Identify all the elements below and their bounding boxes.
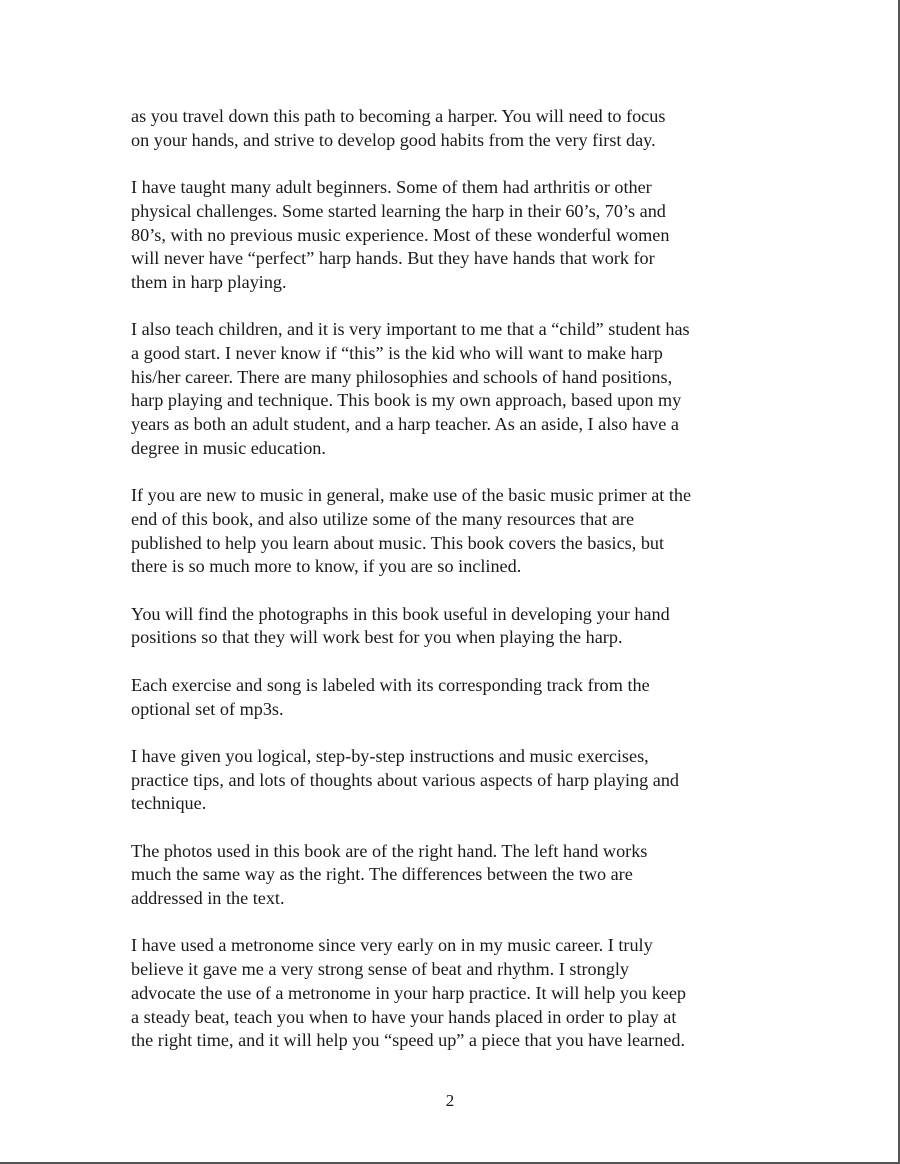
paragraph-8 xyxy=(131,840,776,911)
paragraph-9 xyxy=(131,934,776,1053)
paragraph-2 xyxy=(131,176,776,295)
text-line: addressed in the text. xyxy=(131,888,285,909)
text-line: published to help you learn about music. This book covers the basics, but xyxy=(131,532,665,553)
text-line: on your hands, and strive to develop good habits from the very first day. xyxy=(131,129,656,150)
text-line: much the same way as the right. The differences between the two are xyxy=(131,864,633,885)
text-line: positions so that they will work best for you when playing the harp. xyxy=(131,627,623,648)
text-line: technique. xyxy=(131,793,207,814)
text-line: the right time, and it will help you “speed up” a piece that you have learned. xyxy=(131,1030,686,1051)
text-line: physical challenges. Some started learning the harp in their 60’s, 70’s and xyxy=(131,200,666,221)
text-line: them in harp playing. xyxy=(131,271,287,292)
text-line: a good start. I never know if “this” is the kid who will want to make harp xyxy=(131,343,663,363)
paragraph-3 xyxy=(131,318,776,460)
paragraph-7 xyxy=(131,745,776,816)
text-line: a steady beat, teach you when to have your hands placed in order to play at xyxy=(131,1006,677,1027)
text-line: Each exercise and song is labeled with its corresponding track from the xyxy=(131,674,650,695)
text-line: there is so much more to know, if you are so inclined. xyxy=(131,556,522,577)
text-line: end of this book, and also utilize some of the many resources that are xyxy=(131,508,635,529)
text-line: 80’s, with no previous music experience. Most of these wonderful women xyxy=(131,224,670,245)
text-line: degree in music education. xyxy=(131,437,326,458)
text-line: The photos used in this book are of the right hand. The left hand works xyxy=(131,840,648,861)
text-line: will never have “perfect” harp hands. But they have hands that work for xyxy=(131,248,655,269)
text-line: as you travel down this path to becoming a harper. You will need to focus xyxy=(131,106,666,126)
paragraph-6 xyxy=(131,674,776,721)
text-line: I have used a metronome since very early on in my music career. I truly xyxy=(131,935,653,956)
text-line: practice tips, and lots of thoughts about various aspects of harp playing and xyxy=(131,769,680,790)
text-line: I also teach children, and it is very important to me that a “child” student has xyxy=(131,319,690,340)
text-line: harp playing and technique. This book is my own approach, based upon my xyxy=(131,390,682,411)
paragraph-5 xyxy=(131,603,776,650)
paragraph-1 xyxy=(131,105,776,152)
text-line: If you are new to music in general, make use of the basic music primer at the xyxy=(131,485,692,506)
text-line: years as both an adult student, and a harp teacher. As an aside, I also have a xyxy=(131,414,679,435)
paragraph-4 xyxy=(131,484,776,579)
page-number: 2 xyxy=(445,1091,455,1110)
text-line: believe it gave me a very strong sense of beat and rhythm. I strongly xyxy=(131,959,629,980)
text-line: I have taught many adult beginners. Some of them had arthritis or other xyxy=(131,177,652,198)
text-line: I have given you logical, step-by-step instructions and music exercises, xyxy=(131,745,649,766)
text-line: advocate the use of a metronome in your harp practice. It will help you keep xyxy=(131,982,687,1003)
text-line: his/her career. There are many philosophies and schools of hand positions, xyxy=(131,366,673,387)
body-text xyxy=(131,105,776,1077)
text-line: optional set of mp3s. xyxy=(131,698,284,719)
text-line: You will find the photographs in this book useful in developing your hand xyxy=(131,603,670,624)
